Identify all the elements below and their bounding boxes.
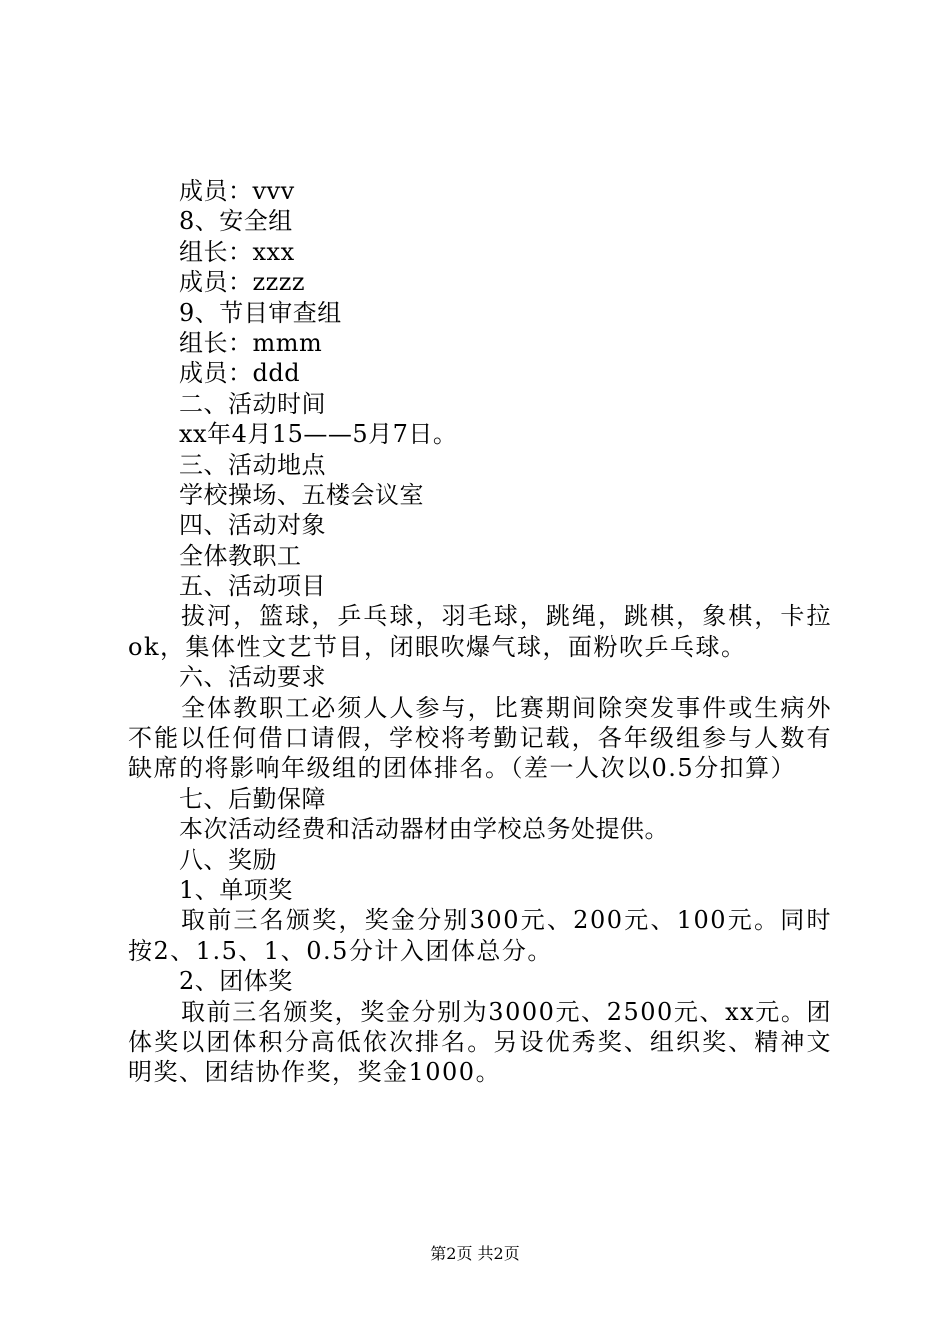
- text-line-members-ddd: 成员：ddd: [179, 359, 301, 388]
- section-heading-awards: 八、奖励: [179, 845, 277, 874]
- subheading-single-award: 1、单项奖: [179, 876, 293, 905]
- text-line-dates: xx年4月15——5月7日。: [179, 420, 458, 449]
- text-line-leader-mmm: 组长：mmm: [179, 328, 323, 357]
- section-heading-location: 三、活动地点: [179, 450, 326, 479]
- section-heading-audience: 四、活动对象: [179, 511, 326, 540]
- page-footer: 第2页 共2页: [430, 1244, 520, 1263]
- section-heading-items: 五、活动项目: [179, 572, 326, 601]
- text-line-logistics: 本次活动经费和活动器材由学校总务处提供。: [179, 815, 669, 844]
- section-heading-logistics: 七、后勤保障: [179, 784, 326, 813]
- text-line-audience: 全体教职工: [179, 541, 302, 570]
- section-heading-requirements: 六、活动要求: [179, 663, 326, 692]
- text-line-review-group: 9、节目审查组: [179, 298, 342, 327]
- paragraph-activity-items: 拔河，篮球，乒乓球，羽毛球，跳绳，跳棋，象棋，卡拉ok，集体性文艺节目，闭眼吹爆气球，面粉吹乒乓球。: [128, 602, 832, 661]
- subheading-team-award: 2、团体奖: [179, 967, 293, 996]
- text-line-members-zzzz: 成员：zzzz: [179, 268, 306, 297]
- paragraph-team-award: 取前三名颁奖，奖金分别为3000元、2500元、xx元。团体奖以团体积分高低依次排名。另设优秀奖、组织奖、精神文明奖、团结协作奖，奖金1000。: [128, 997, 832, 1087]
- text-line-location: 学校操场、五楼会议室: [179, 480, 424, 509]
- paragraph-single-award: 取前三名颁奖，奖金分别300元、200元、100元。同时按2、1.5、1、0.5分计入团体总分。: [128, 906, 832, 965]
- text-line-leader-xxx: 组长：xxx: [179, 237, 295, 266]
- document-body: [128, 176, 832, 1088]
- paragraph-requirements: 全体教职工必须人人参与，比赛期间除突发事件或生病外不能以任何借口请假，学校将考勤记载，各年级组参与人数有缺席的将影响年级组的团体排名。（差一人次以0.5分扣算）: [128, 693, 832, 783]
- text-line-safety-group: 8、安全组: [179, 207, 293, 236]
- text-line-members-vvv: 成员：vvv: [179, 177, 295, 205]
- section-heading-time: 二、活动时间: [179, 389, 326, 418]
